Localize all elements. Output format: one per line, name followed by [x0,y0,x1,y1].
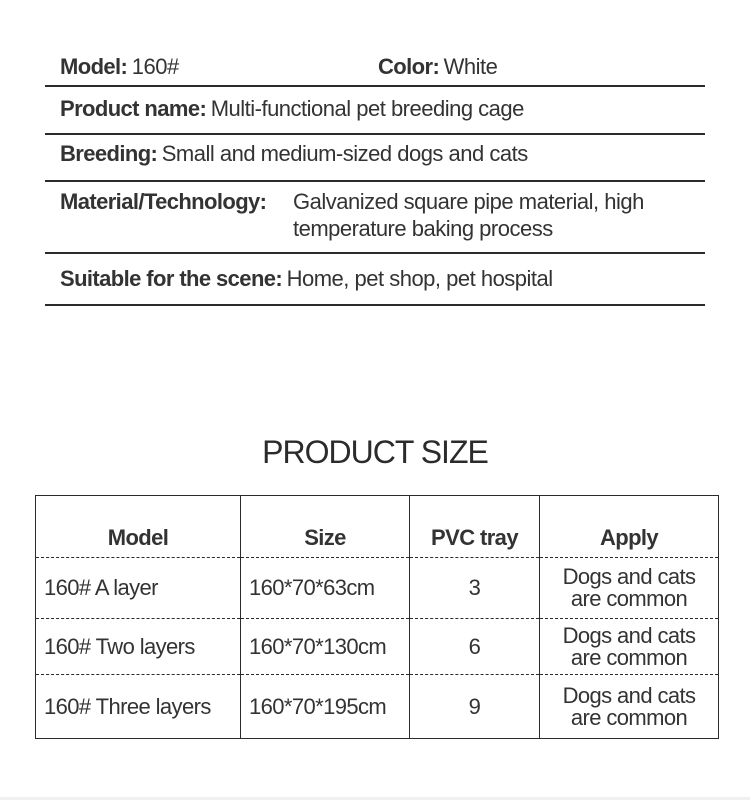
cell-tray: 6 [410,619,540,675]
model-label: Model: [60,54,128,79]
header-apply: Apply [540,496,719,558]
apply-line2: are common [570,704,688,730]
spec-row-material [45,182,705,254]
material-value-line2: temperature baking process [293,216,553,241]
table-header-row [36,496,719,558]
scene-label: Suitable for the scene: [60,266,283,291]
apply-line1: Dogs and cats [562,564,696,589]
breeding-label: Breeding: [60,141,158,166]
material-label: Material/Technology: [60,189,267,214]
spec-row-model-color [45,50,705,87]
cell-apply [540,558,719,619]
breeding-value: Small and medium-sized dogs and cats [161,141,528,166]
table-row [36,619,719,675]
product-name-value: Multi-functional pet breeding cage [210,96,524,121]
cell-tray: 9 [410,675,540,739]
cell-model: 160# A layer [36,558,241,619]
header-pvc-tray: PVC tray [410,496,540,558]
table-row [36,558,719,619]
section-title: PRODUCT SIZE [262,434,488,470]
scene-value: Home, pet shop, pet hospital [286,266,553,291]
cell-tray: 3 [410,558,540,619]
header-model: Model [36,496,241,558]
apply-line2: are common [570,586,688,611]
model-value: 160# [131,54,179,79]
spec-row-scene [45,254,705,306]
apply-line2: are common [570,644,688,670]
cell-apply [540,619,719,675]
cell-size: 160*70*63cm [241,558,410,619]
cell-model: 160# Three layers [36,675,241,739]
spec-row-breeding [45,135,705,182]
header-size: Size [241,496,410,558]
product-name-label: Product name: [60,96,207,121]
color-value: White [443,54,498,79]
apply-line1: Dogs and cats [562,682,696,708]
table-row [36,675,719,739]
spec-row-product-name [45,87,705,135]
cell-model: 160# Two layers [36,619,241,675]
color-label: Color: [378,54,440,79]
cell-size: 160*70*195cm [241,675,410,739]
cell-size: 160*70*130cm [241,619,410,675]
size-table [35,495,719,739]
cell-apply [540,675,719,739]
apply-line1: Dogs and cats [562,622,696,648]
material-value-line1: Galvanized square pipe material, high [293,189,644,214]
